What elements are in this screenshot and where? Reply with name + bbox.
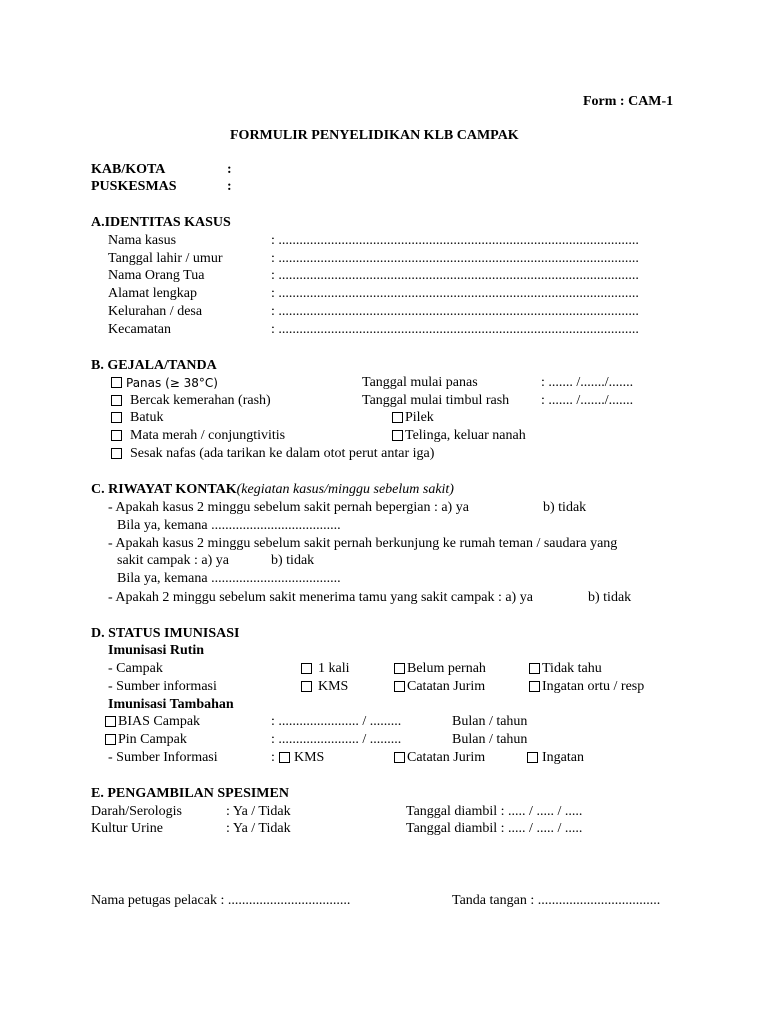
checkbox-telinga[interactable] [392,430,403,441]
field-tanggal-lahir-dots[interactable]: : ....................................................................................................... [271,251,639,266]
label-catatan-jurim-2: Catatan Jurim [407,750,486,765]
section-e-heading: E. PENGAMBILAN SPESIMEN [91,786,289,801]
label-panas: Panas (≥ 38°C) [126,376,218,390]
label-kms-2: KMS [294,750,325,765]
field-kelurahan-dots[interactable]: : ....................................................................................................... [271,304,639,319]
sumber-informasi-2-colon: : [271,750,275,765]
label-darah-serologis: Darah/Serologis [91,804,182,819]
checkbox-batuk[interactable] [111,412,122,423]
checkbox-catatan-jurim[interactable] [394,681,405,692]
checkbox-bias-campak[interactable] [105,716,116,727]
label-batuk: Batuk [130,410,164,425]
imunisasi-tambahan-heading: Imunisasi Tambahan [108,697,234,712]
checkbox-kms-2[interactable] [279,752,290,763]
question-berkunjung-line2: sakit campak : a) ya [117,553,229,568]
kab-kota-colon: : [227,162,232,177]
label-pin-campak: Pin Campak [118,732,187,747]
checkbox-mata-merah[interactable] [111,430,122,441]
label-mata-merah: Mata merah / conjungtivitis [130,428,286,443]
question-bepergian: - Apakah kasus 2 minggu sebelum sakit pernah bepergian : a) ya [108,500,469,515]
checkbox-bercak[interactable] [111,395,122,406]
section-d-heading: D. STATUS IMUNISASI [91,626,240,641]
question-berkunjung: - Apakah kasus 2 minggu sebelum sakit pernah berkunjung ke rumah teman / saudara yang [108,536,618,551]
label-bercak: Bercak kemerahan (rash) [130,393,271,408]
value-pin-campak[interactable]: : ....................... / ......... [271,732,402,747]
label-sumber-informasi: - Sumber informasi [108,679,217,694]
answer-bepergian-tidak[interactable]: b) tidak [543,500,587,515]
label-tgl-rash: Tanggal mulai timbul rash [362,393,510,408]
bepergian-kemana[interactable]: Bila ya, kemana ..................................... [117,518,341,533]
value-bias-campak[interactable]: : ....................... / ......... [271,714,402,729]
label-kultur-urine: Kultur Urine [91,821,163,836]
question-tamu: - Apakah 2 minggu sebelum sakit menerima tamu yang sakit campak : a) ya [108,590,533,605]
puskesmas-label: PUSKESMAS [91,179,177,194]
imunisasi-rutin-heading: Imunisasi Rutin [108,643,205,658]
tgl-kultur-urine[interactable]: Tanggal diambil : ..... / ..... / ..... [406,821,583,836]
label-sumber-informasi-2: - Sumber Informasi [108,750,218,765]
section-b-heading: B. GEJALA/TANDA [91,358,217,373]
unit-pin-campak: Bulan / tahun [452,732,528,747]
field-nama-kasus-dots[interactable]: : ....................................................................................................... [271,233,639,248]
unit-bias-campak: Bulan / tahun [452,714,528,729]
checkbox-catatan-jurim-2[interactable] [394,752,405,763]
field-kecamatan-dots[interactable]: : ....................................................................................................... [271,322,639,337]
kab-kota-label: KAB/KOTA [91,162,166,177]
section-c-note: (kegiatan kasus/minggu sebelum sakit) [236,482,454,497]
label-telinga: Telinga, keluar nanah [405,428,526,443]
section-a-heading: A.IDENTITAS KASUS [91,215,231,230]
berkunjung-kemana[interactable]: Bila ya, kemana ..................................... [117,571,341,586]
field-nama-orang-tua: Nama Orang Tua [108,268,205,283]
checkbox-panas[interactable] [111,377,122,388]
value-kultur-urine[interactable]: : Ya / Tidak [226,821,291,836]
label-pilek: Pilek [405,410,434,425]
section-c-title: C. RIWAYAT KONTAK [91,482,237,497]
checkbox-kms[interactable] [301,681,312,692]
label-ingatan-ortu: Ingatan ortu / resp [542,679,645,694]
checkbox-belum-pernah[interactable] [394,663,405,674]
answer-tamu-tidak[interactable]: b) tidak [588,590,632,605]
form-code: Form : CAM-1 [583,94,674,109]
checkbox-tidak-tahu[interactable] [529,663,540,674]
answer-berkunjung-tidak[interactable]: b) tidak [271,553,315,568]
label-kms: KMS [318,679,349,694]
tanda-tangan[interactable]: Tanda tangan : ................................... [452,893,661,908]
form-title: FORMULIR PENYELIDIKAN KLB CAMPAK [230,128,519,143]
field-nama-kasus: Nama kasus [108,233,177,248]
label-sesak: Sesak nafas (ada tarikan ke dalam otot perut antar iga) [130,446,435,461]
label-ingatan-2: Ingatan [542,750,584,765]
checkbox-sesak[interactable] [111,448,122,459]
field-tanggal-lahir: Tanggal lahir / umur [108,251,223,266]
label-tgl-panas: Tanggal mulai panas [362,375,478,390]
value-tgl-rash[interactable]: : ....... /......./....... [541,393,634,408]
value-tgl-panas[interactable]: : ....... /......./....... [541,375,634,390]
field-alamat: Alamat lengkap [108,286,198,301]
label-catatan-jurim: Catatan Jurim [407,679,486,694]
field-kecamatan: Kecamatan [108,322,171,337]
tgl-darah-serologis[interactable]: Tanggal diambil : ..... / ..... / ..... [406,804,583,819]
label-belum-pernah: Belum pernah [407,661,486,676]
checkbox-1-kali[interactable] [301,663,312,674]
field-kelurahan: Kelurahan / desa [108,304,203,319]
label-bias-campak: BIAS Campak [118,714,201,729]
checkbox-pilek[interactable] [392,412,403,423]
checkbox-ingatan-ortu[interactable] [529,681,540,692]
checkbox-ingatan-2[interactable] [527,752,538,763]
puskesmas-colon: : [227,179,232,194]
nama-petugas-pelacak[interactable]: Nama petugas pelacak : ................................... [91,893,351,908]
label-1-kali: 1 kali [318,661,350,676]
field-alamat-dots[interactable]: : ....................................................................................................... [271,286,639,301]
field-nama-orang-tua-dots[interactable]: : ....................................................................................................... [271,268,639,283]
section-c-heading [91,482,454,498]
label-tidak-tahu: Tidak tahu [542,661,602,676]
checkbox-pin-campak[interactable] [105,734,116,745]
label-campak: - Campak [108,661,163,676]
value-darah-serologis[interactable]: : Ya / Tidak [226,804,291,819]
